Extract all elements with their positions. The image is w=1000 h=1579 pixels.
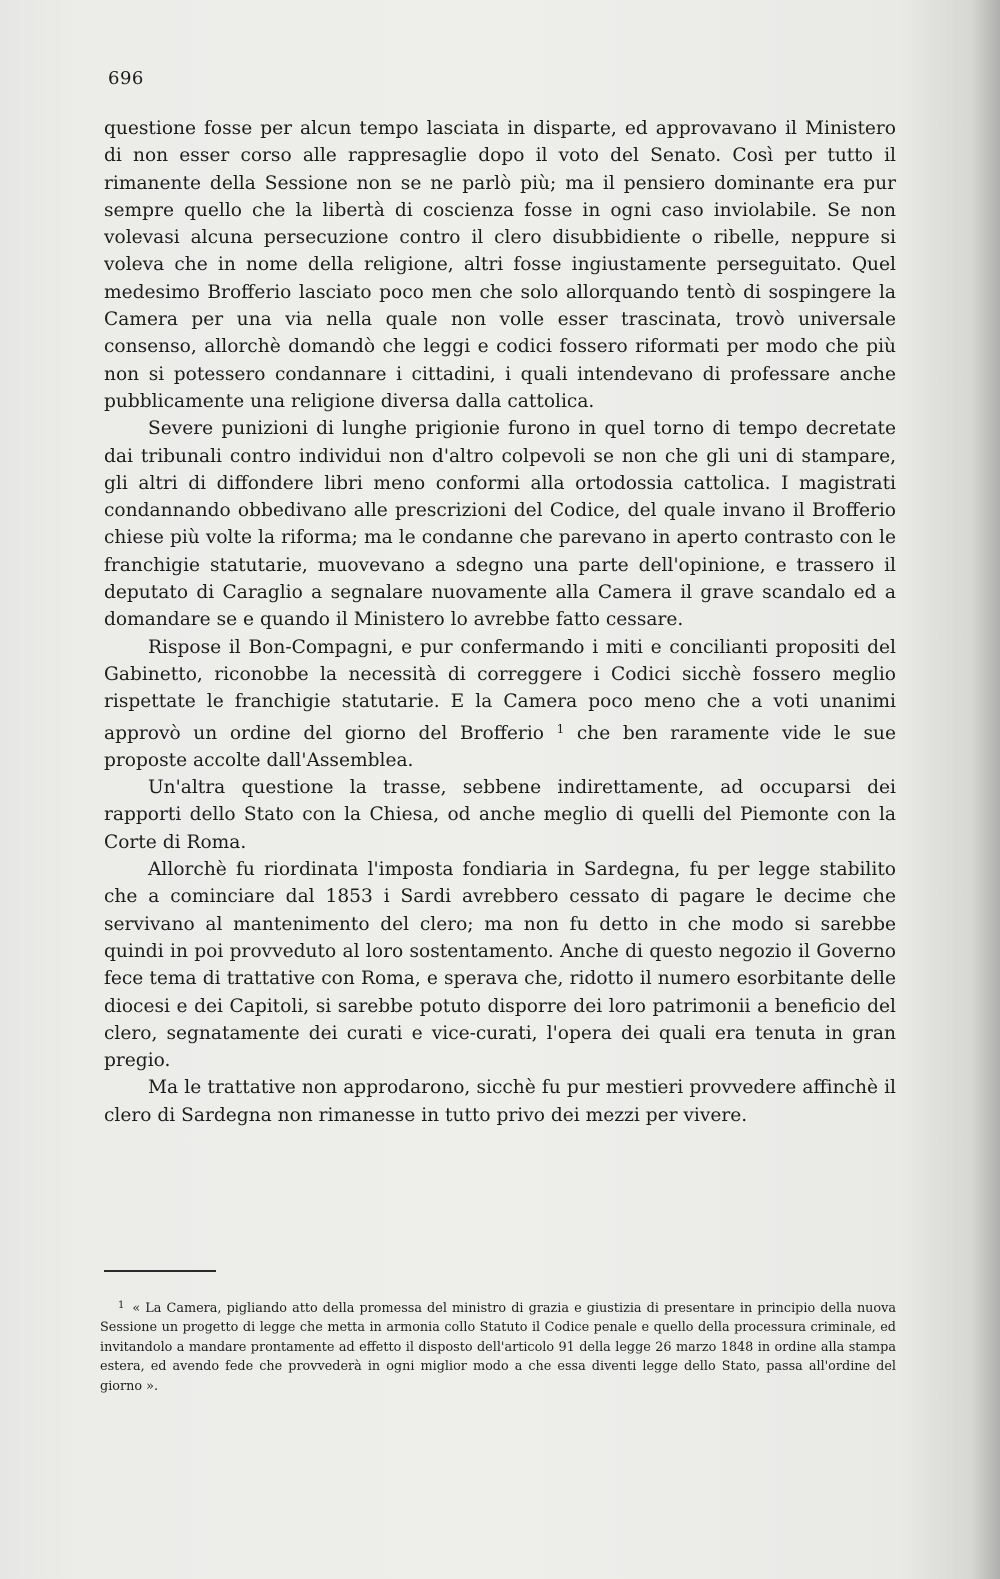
paragraph: questione fosse per alcun tempo lasciata in disparte, ed approvavano il Ministero di non esser corso alle rappresaglie dopo il voto del Senato. Così per tutto il rimanente della Sessione non se ne parlò più; ma il pensiero dominante era pur sempre quello che la libertà di coscienza fosse in ogni caso inviolabile. Se non volevasi alcuna persecuzione contro il clero disubbidiente o ribelle, neppure si voleva che in nome della religione, altri fosse ingiustamente perseguitato. Quel medesimo Brofferio lasciato poco men che solo allorquando tentò di sospingere la Camera per una via nella quale non volle esser trascinata, trovò universale consenso, allorchè domandò che leggi e codici fossero riformati per modo che più non si potessero condannare i cittadini, i quali intendevano di professare anche pubblicamente una religione diversa dalla cattolica. — [104, 118, 896, 412]
footnote — [100, 1296, 896, 1396]
paragraph-text: Rispose il Bon-Compagni, e pur confermando i miti e concilianti propositi del Gabinetto, riconobbe la necessità di correggere i Codici sicchè fossero meglio rispettate le franchigie statutarie. E la Camera poco meno che a voti unanimi approvò un ordine del giorno del Brofferio — [104, 636, 896, 744]
footnote-text: « La Camera, pigliando atto della promessa del ministro di grazia e giustizia di presentare in principio della nuova Sessione un progetto di legge che metta in armonia collo Statuto il Codice penale e quello della processura criminale, ed invitandolo a mandare prontamente ad effetto il disposto dell'articolo 91 della legge 26 marzo 1848 in ordine alla stampa estera, ed avendo fede che provvederà in ogni miglior modo a che essa diventi legge dello Stato, passa all'ordine del giorno ». — [100, 1301, 896, 1394]
paragraph-with-note — [104, 634, 896, 774]
footnote-reference: 1 — [556, 721, 565, 736]
main-text — [104, 115, 896, 1129]
footnote-separator — [104, 1270, 216, 1272]
paragraph: Allorchè fu riordinata l'imposta fondiaria in Sardegna, fu per legge stabilito che a cominciare dal 1853 i Sardi avrebbero cessato di pagare le decime che servivano al mantenimento del clero; ma non fu detto in che modo si sarebbe quindi in poi provveduto al loro sostentamento. Anche di questo negozio il Governo fece tema di trattative con Roma, e sperava che, ridotto il numero esorbitante delle diocesi e dei Capitoli, si sarebbe potuto disporre dei loro patrimonii a beneficio del clero, segnatamente dei curati e vice-curati, l'opera dei quali era tenuta in gran pregio. — [104, 859, 896, 1072]
page-edge-shadow — [972, 0, 1000, 1579]
footnote-number: 1 — [118, 1300, 125, 1311]
paragraph: Un'altra questione la trasse, sebbene indirettamente, ad occuparsi dei rapporti dello Stato con la Chiesa, od anche meglio di quelli del Piemonte con la Corte di Roma. — [104, 777, 896, 853]
page-number: 696 — [108, 68, 144, 89]
paragraph: Severe punizioni di lunghe prigionie furono in quel torno di tempo decretate dai tribunali contro individui non d'altro colpevoli se non che gli uni di stampare, gli altri di diffondere libri meno conformi alla ortodossia cattolica. I magistrati condannando obbedivano alle prescrizioni del Codice, del quale invano il Brofferio chiese più volte la riforma; ma le condanne che parevano in aperto contrasto con le franchigie statutarie, muovevano a sdegno una parte dell'opinione, e trassero il deputato di Caraglio a segnalare nuovamente alla Camera il grave scandalo ed a domandare se e quando il Ministero lo avrebbe fatto cessare. — [104, 418, 896, 631]
paragraph: Ma le trattative non approdarono, sicchè fu pur mestieri provvedere affinchè il clero di Sardegna non rimanesse in tutto privo dei mezzi per vivere. — [104, 1077, 896, 1126]
paragraph-text: che ben raramente vide le sue proposte accolte dall'Assemblea. — [104, 722, 896, 771]
